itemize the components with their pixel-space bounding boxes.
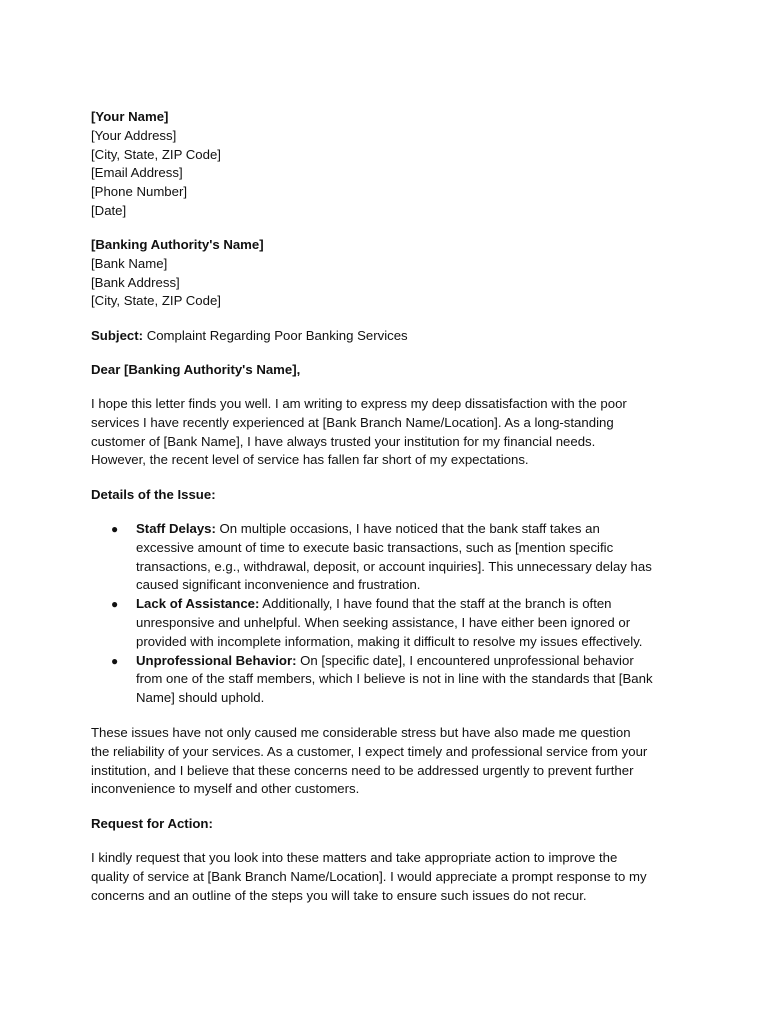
sender-date: [Date] bbox=[91, 202, 127, 218]
details-heading: Details of the Issue: bbox=[91, 487, 216, 502]
recipient-city-state-zip: [City, State, ZIP Code] bbox=[91, 293, 221, 309]
sender-block bbox=[91, 108, 691, 221]
request-line: concerns and an outline of the steps you will take to ensure such issues do not recur. bbox=[91, 887, 587, 903]
recipient-bank-address: [Bank Address] bbox=[91, 274, 180, 290]
recipient-block bbox=[91, 236, 691, 311]
issue-text: On [specific date], I encountered unprofessional behavior bbox=[296, 652, 634, 668]
consequence-paragraph bbox=[91, 724, 691, 799]
subject-line bbox=[91, 327, 691, 346]
request-line: I kindly request that you look into these matters and take appropriate action to improve the bbox=[91, 850, 618, 865]
issue-text: Additionally, I have found that the staff at the branch is often bbox=[259, 596, 612, 612]
issue-text: Name] should uphold. bbox=[136, 690, 265, 706]
issue-text: provided with incomplete information, making it difficult to resolve my issues effectively. bbox=[136, 633, 643, 649]
issue-text: excessive amount of time to execute basic transactions, such as [mention specific bbox=[136, 539, 614, 555]
sender-city-state-zip: [City, State, ZIP Code] bbox=[91, 146, 221, 162]
intro-line: However, the recent level of service has fallen far short of my expectations. bbox=[91, 452, 529, 468]
sender-address: [Your Address] bbox=[91, 127, 177, 143]
request-paragraph bbox=[91, 849, 691, 905]
bullet-icon: ● bbox=[111, 597, 119, 612]
bullet-icon: ● bbox=[111, 522, 119, 536]
consequence-line: These issues have not only caused me considerable stress but have also made me question bbox=[91, 725, 631, 740]
issue-text: transactions, e.g., withdrawal, deposit, or account inquiries]. This unnecessary delay has bbox=[136, 558, 652, 574]
issue-text: unresponsive and unhelpful. When seeking assistance, I have either been ignored or bbox=[136, 614, 631, 630]
bullet-icon: ● bbox=[111, 653, 119, 668]
request-heading: Request for Action: bbox=[91, 816, 213, 831]
subject-label: Subject: bbox=[91, 328, 144, 343]
issue-label: Unprofessional Behavior: bbox=[136, 652, 297, 668]
intro-paragraph bbox=[91, 395, 691, 470]
issue-text: from one of the staff members, which I believe is not in line with the standards that [Bank bbox=[136, 671, 653, 687]
issue-label: Lack of Assistance: bbox=[136, 596, 260, 612]
consequence-line: inconvenience to myself and other customers. bbox=[91, 781, 360, 797]
salutation: Dear [Banking Authority's Name], bbox=[91, 362, 301, 377]
request-line: quality of service at [Bank Branch Name/Location]. I would appreciate a prompt response to my bbox=[91, 868, 647, 884]
issue-text: On multiple occasions, I have noticed that the bank staff takes an bbox=[215, 521, 600, 536]
recipient-bank-name: [Bank Name] bbox=[91, 255, 168, 271]
intro-line: customer of [Bank Name], I have always trusted your institution for my financial needs. bbox=[91, 433, 596, 449]
list-item bbox=[91, 652, 691, 708]
intro-line: I hope this letter finds you well. I am writing to express my deep dissatisfaction with the poor bbox=[91, 396, 627, 411]
issues-list bbox=[91, 520, 691, 708]
consequence-line: institution, and I believe that these concerns need to be addressed urgently to prevent further bbox=[91, 762, 634, 778]
list-item bbox=[91, 520, 691, 595]
consequence-line: the reliability of your services. As a customer, I expect timely and professional service from your bbox=[91, 743, 648, 759]
subject-text: Complaint Regarding Poor Banking Services bbox=[143, 328, 408, 343]
sender-name: [Your Name] bbox=[91, 109, 169, 124]
sender-email: [Email Address] bbox=[91, 165, 183, 181]
intro-line: services I have recently experienced at [Bank Branch Name/Location]. As a long-standing bbox=[91, 414, 614, 430]
recipient-name: [Banking Authority's Name] bbox=[91, 237, 264, 252]
sender-phone: [Phone Number] bbox=[91, 184, 188, 200]
list-item bbox=[91, 595, 691, 651]
issue-label: Staff Delays: bbox=[136, 521, 216, 536]
issue-text: caused significant inconvenience and frustration. bbox=[136, 577, 421, 593]
